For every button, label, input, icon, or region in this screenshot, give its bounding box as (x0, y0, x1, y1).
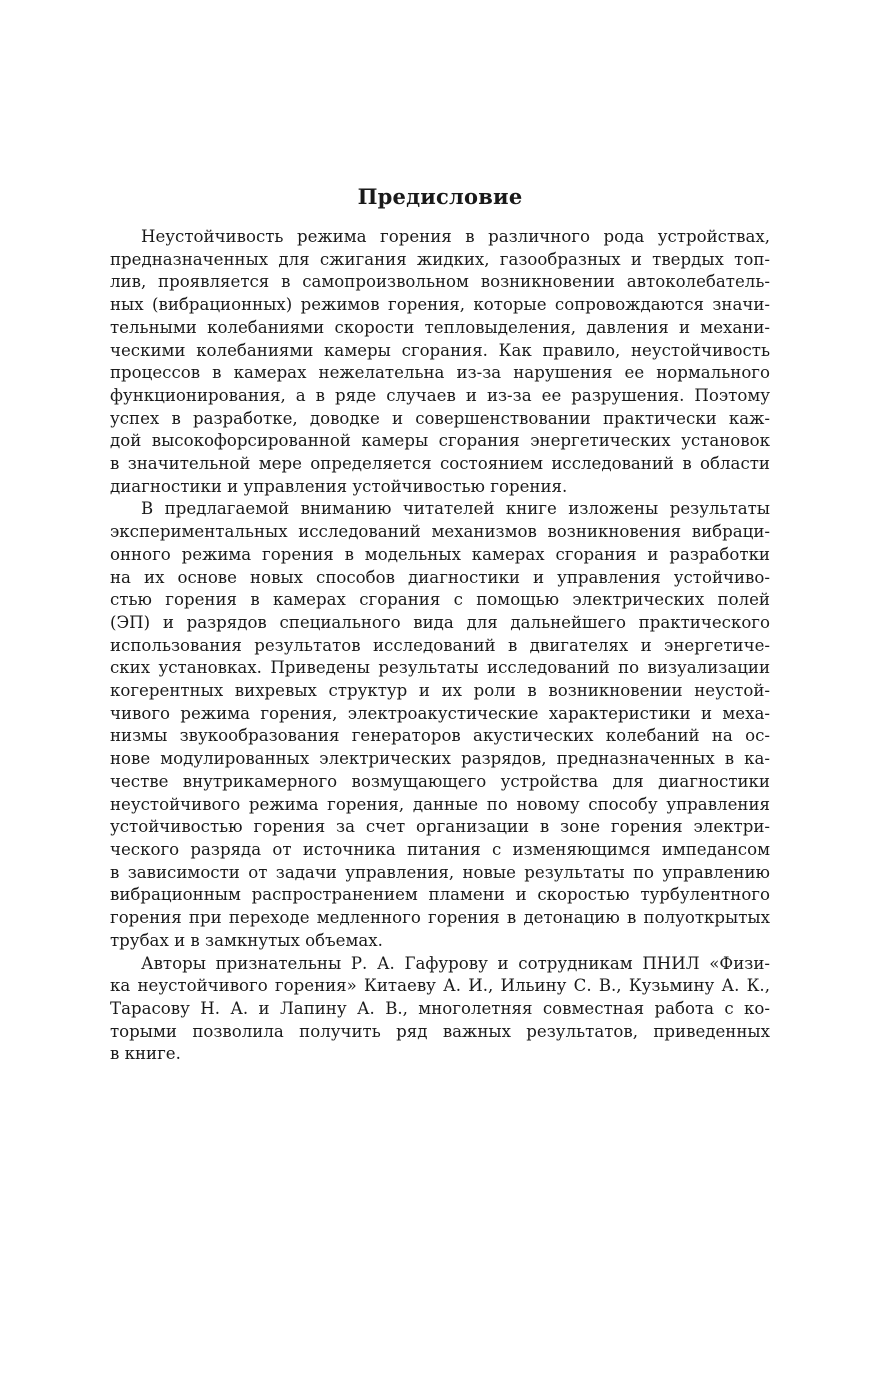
text-line: процессов в камерах нежелательна из-за нарушения ее нормального (110, 363, 770, 383)
text-line: Неустойчивость режима горения в различного рода устройствах, (141, 227, 770, 246)
text-line: когерентных вихревых структур и их роли в возникновении неустой- (110, 681, 770, 701)
text-line: лив, проявляется в самопроизвольном возникновении автоколебатель- (110, 272, 770, 292)
text-line: (ЭП) и разрядов специального вида для дальнейшего практического (110, 612, 770, 632)
text-line: предназначенных для сжигания жидких, газообразных и твердых топ- (110, 249, 770, 269)
text-line: тельными колебаниями скорости тепловыделения, давления и механи- (110, 317, 770, 337)
text-line: ческими колебаниями камеры сгорания. Как правило, неустойчивость (110, 340, 770, 360)
text-line: честве внутрикамерного возмущающего устройства для диагностики (110, 771, 770, 791)
text-line: ских установках. Приведены результаты исследований по визуализации (110, 658, 770, 678)
text-line: ных (вибрационных) режимов горения, которые сопровождаются значи- (110, 295, 770, 315)
text-line: торыми позволила получить ряд важных результатов, приведенных (110, 1021, 770, 1041)
text-line: Тарасову Н. А. и Лапину А. В., многолетняя совместная работа с ко- (110, 998, 770, 1018)
text-line: ческого разряда от источника питания с изменяющимся импедансом (110, 839, 770, 859)
text-line: стью горения в камерах сгорания с помощью электрических полей (110, 590, 770, 610)
text-line: в значительной мере определяется состоянием исследований в области (110, 454, 770, 474)
text-line: В предлагаемой вниманию читателей книге изложены результаты (141, 499, 770, 519)
text-line: низмы звукообразования генераторов акустических колебаний на ос- (110, 726, 770, 746)
text-line: устойчивостью горения за счет организации в зоне горения электри- (110, 817, 770, 837)
paragraph-2 (110, 498, 770, 952)
paragraph-3 (110, 953, 770, 1067)
text-line: ка неустойчивого горения» Китаеву А. И., Ильину С. В., Кузьмину А. К., (110, 976, 770, 996)
text-line: на их основе новых способов диагностики и управления устойчиво- (110, 567, 770, 587)
text-line: успех в разработке, доводке и совершенствовании практически каж- (110, 408, 770, 428)
text-line: чивого режима горения, электроакустические характеристики и меха- (110, 703, 770, 723)
text-line: горения при переходе медленного горения в детонацию в полуоткрытых (110, 908, 770, 928)
text-line: нове модулированных электрических разрядов, предназначенных в ка- (110, 749, 770, 769)
text-line: диагностики и управления устойчивостью горения. (110, 476, 568, 496)
text-line: в зависимости от задачи управления, новые результаты по управлению (110, 862, 770, 882)
text-line: трубах и в замкнутых объемах. (110, 930, 383, 950)
text-line: использования результатов исследований в двигателях и энергетиче- (110, 635, 770, 655)
text-line: Авторы признательны Р. А. Гафурову и сотрудникам ПНИЛ «Физи- (141, 953, 770, 973)
text-line: функционирования, а в ряде случаев и из-за ее разрушения. Поэтому (110, 385, 770, 405)
text-line: дой высокофорсированной камеры сгорания энергетических установок (110, 431, 770, 451)
page (110, 182, 770, 1066)
text-line: экспериментальных исследований механизмов возникновения вибраци- (110, 522, 770, 542)
text-line: вибрационным распространением пламени и скоростью турбулентного (110, 885, 770, 905)
text-line: неустойчивого режима горения, данные по новому способу управления (110, 794, 770, 814)
text-line: в книге. (110, 1044, 181, 1064)
page-title: Предисловие (357, 184, 523, 209)
paragraph-1 (110, 226, 770, 498)
text-line: онного режима горения в модельных камерах сгорания и разработки (110, 544, 770, 564)
